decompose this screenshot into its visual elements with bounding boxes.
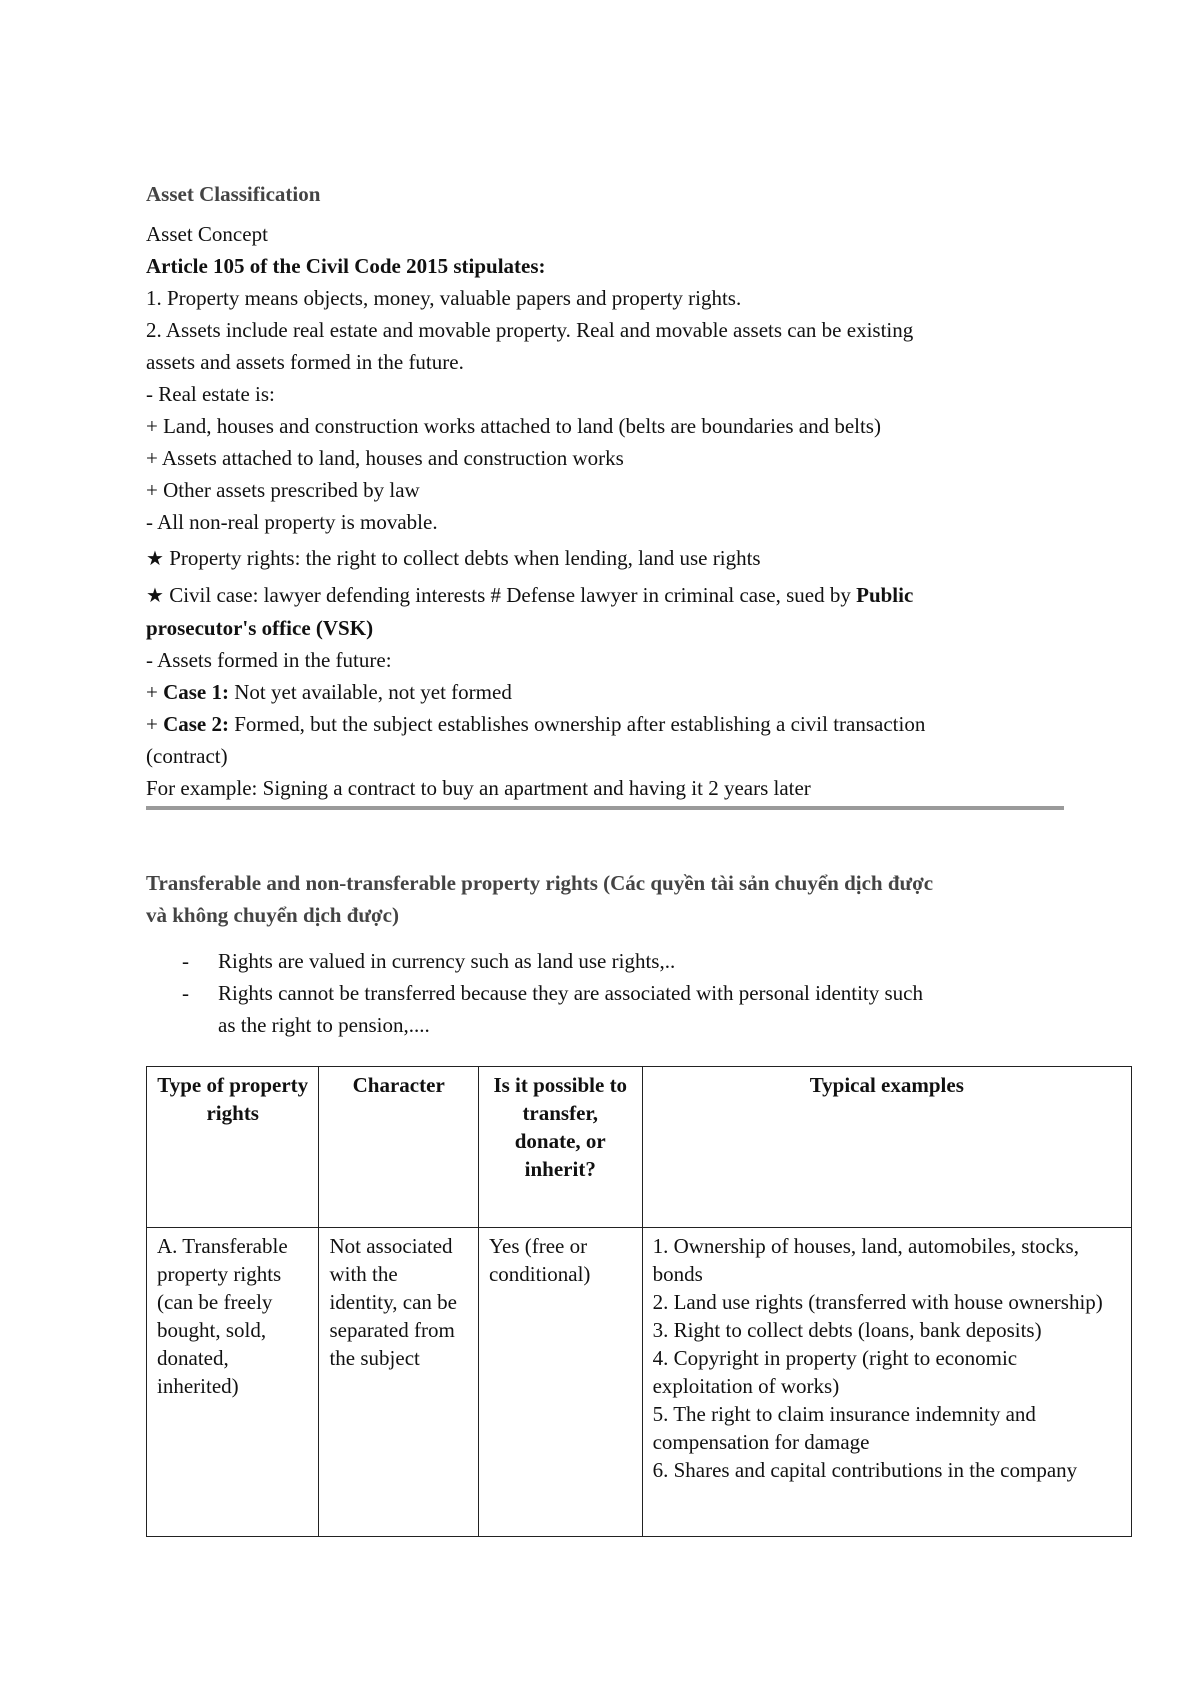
star-note-1-text: Property rights: the right to collect debts when lending, land use rights <box>163 546 761 570</box>
example-line: For example: Signing a contract to buy an apartment and having it 2 years later <box>146 776 811 800</box>
asset-concept-section <box>146 218 925 804</box>
table-header-row <box>147 1067 1132 1228</box>
real-estate-item-2: + Assets attached to land, houses and construction works <box>146 446 624 470</box>
case-1-text: Not yet available, not yet formed <box>229 680 512 704</box>
case-2 <box>146 708 925 740</box>
header-examples: Typical examples <box>642 1067 1131 1228</box>
star-note-2-bold: Public <box>856 583 914 607</box>
star-note-1 <box>146 542 925 575</box>
case-1-prefix: + <box>146 680 164 704</box>
cell-type: A. Transferable property rights (can be freely bought, sold, donated, inherited) <box>147 1228 319 1537</box>
bullet-dash: - <box>182 981 189 1005</box>
star-icon: ★ <box>146 548 164 570</box>
bullet-dash: - <box>182 949 189 973</box>
bullet-list <box>182 945 1062 1041</box>
document-title: Asset Classification <box>146 182 321 206</box>
star-icon: ★ <box>146 585 164 607</box>
example-item: 6. Shares and capital contributions in the company <box>652 1458 1078 1482</box>
cell-character: Not associated with the identity, can be separated from the subject <box>319 1228 478 1537</box>
cell-examples <box>642 1228 1131 1537</box>
case-2-text: Formed, but the subject establishes ownership after establishing a civil transaction <box>229 712 926 736</box>
header-type: Type of property rights <box>147 1067 319 1228</box>
table-row <box>147 1228 1132 1537</box>
case-2-prefix: + <box>146 712 164 736</box>
section-2-heading-line-2: và không chuyển dịch được) <box>146 903 399 927</box>
star-note-2-bold-cont: prosecutor's office (VSK) <box>146 616 374 640</box>
bullet-text: Rights are valued in currency such as land use rights,.. <box>218 949 676 973</box>
movable-note: - All non-real property is movable. <box>146 510 438 534</box>
item-2-line-1: 2. Assets include real estate and movable property. Real and movable assets can be existing <box>146 318 914 342</box>
future-heading: - Assets formed in the future: <box>146 648 392 672</box>
example-item: 3. Right to collect debts (loans, bank deposits) <box>652 1318 1042 1342</box>
star-note-2-text: Civil case: lawyer defending interests # Defense lawyer in criminal case, sued by <box>163 583 857 607</box>
list-item <box>182 977 1062 1041</box>
cell-transfer: Yes (free or conditional) <box>478 1228 642 1537</box>
property-rights-table <box>146 1066 1132 1537</box>
example-item: 1. Ownership of houses, land, automobiles, stocks, bonds <box>652 1234 1079 1286</box>
real-estate-item-3: + Other assets prescribed by law <box>146 478 420 502</box>
star-note-2 <box>146 579 925 612</box>
list-item <box>182 945 1062 977</box>
section-2-heading <box>146 867 1066 931</box>
bullet-text-cont: as the right to pension,.... <box>218 1013 430 1037</box>
concept-subtitle: Asset Concept <box>146 222 268 246</box>
real-estate-item-1: + Land, houses and construction works attached to land (belts are boundaries and belts) <box>146 414 881 438</box>
example-item: 4. Copyright in property (right to economic exploitation of works) <box>652 1346 1018 1398</box>
section-2-heading-line-1: Transferable and non-transferable property rights (Các quyền tài sản chuyển dịch được <box>146 871 934 895</box>
item-2-line-2: assets and assets formed in the future. <box>146 350 464 374</box>
case-2-cont: (contract) <box>146 744 228 768</box>
header-transfer: Is it possible to transfer, donate, or inherit? <box>478 1067 642 1228</box>
bullet-text: Rights cannot be transferred because they are associated with personal identity such <box>218 981 924 1005</box>
example-item: 5. The right to claim insurance indemnity and compensation for damage <box>652 1402 1036 1454</box>
real-estate-heading: - Real estate is: <box>146 382 275 406</box>
case-1 <box>146 676 925 708</box>
article-heading: Article 105 of the Civil Code 2015 stipulates: <box>146 254 546 278</box>
header-character: Character <box>319 1067 478 1228</box>
case-2-label: Case 2: <box>163 712 229 736</box>
horizontal-rule <box>146 806 1064 810</box>
item-1: 1. Property means objects, money, valuable papers and property rights. <box>146 286 742 310</box>
example-item: 2. Land use rights (transferred with house ownership) <box>652 1290 1103 1314</box>
case-1-label: Case 1: <box>163 680 229 704</box>
